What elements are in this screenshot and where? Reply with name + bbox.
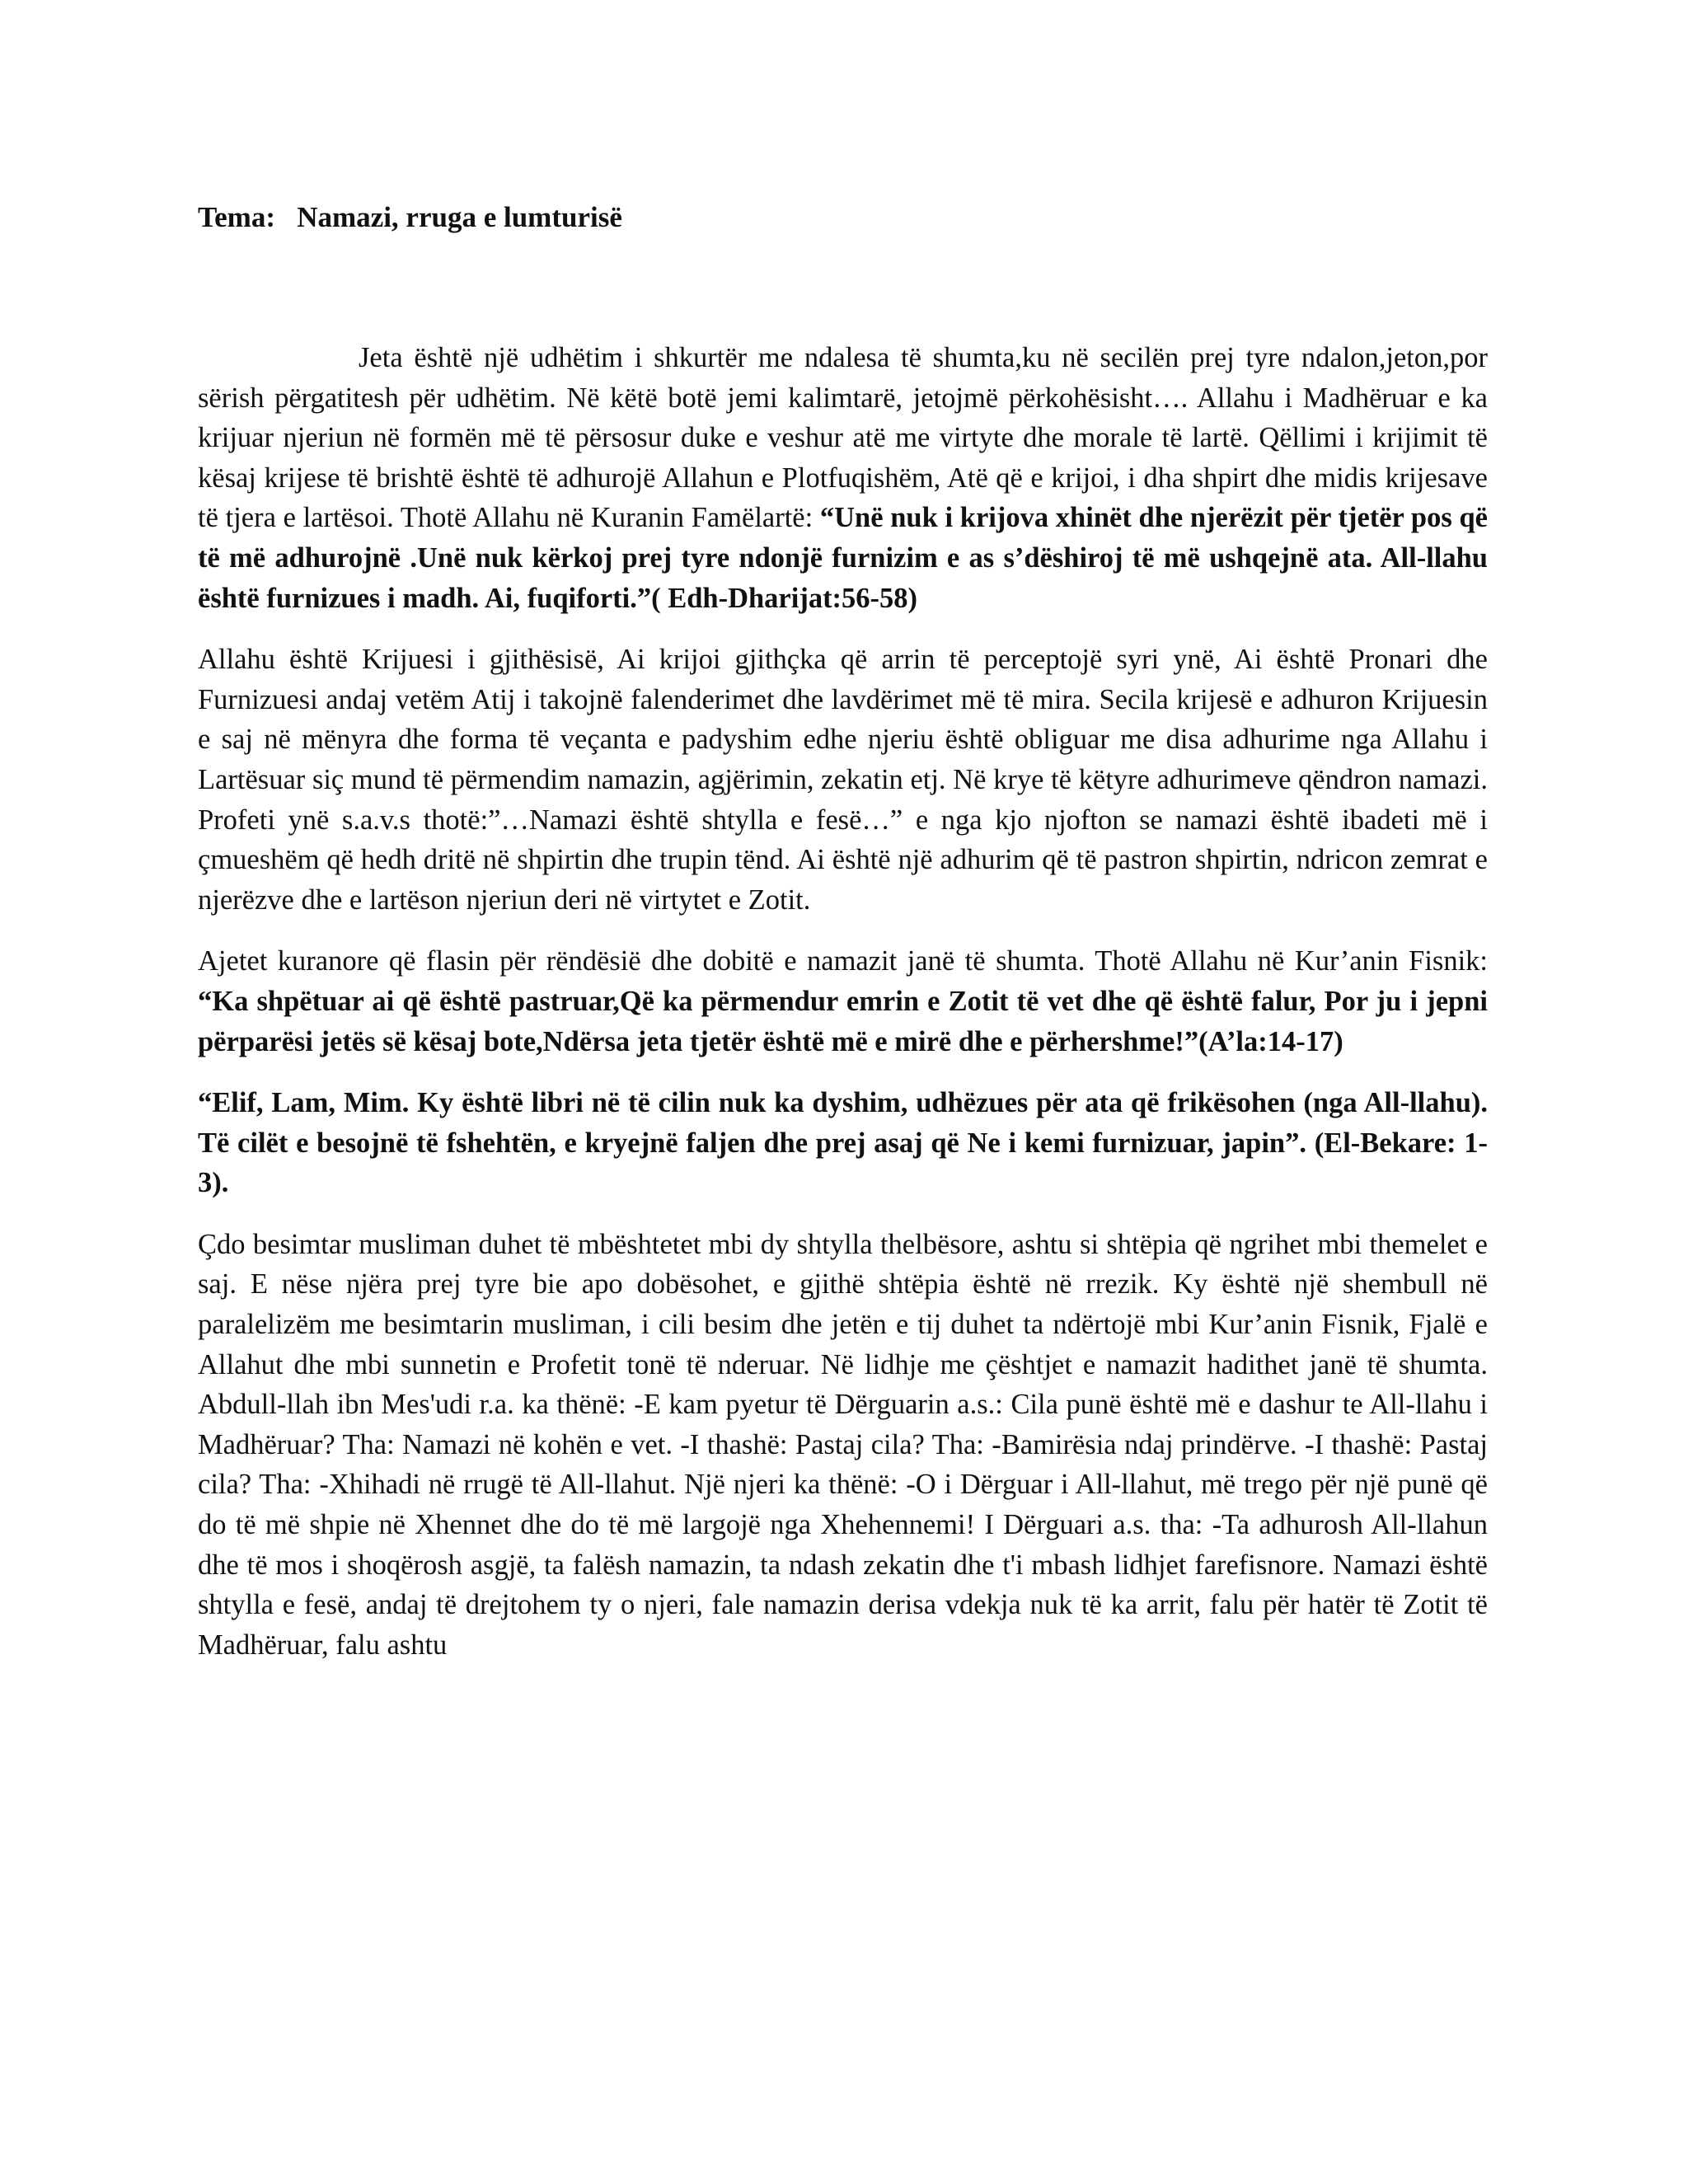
paragraph-1-text: Jeta është një udhëtim i shkurtër me ndalesa të shumta,ku në secilën prej tyre ndalon,jeton,por sërish përgatitesh për udhëtim. Në këtë botë jemi kalimtarë, jetojmë përkohësisht…. Allahu i Madhëruar e ka krijuar njeriun në formën më të përsosur duke e veshur atë me virtyte dhe morale të lartë. Qëllimi i krijimit të kësaj krijese të brishtë është të adhurojë Allahun e Plotfuqishëm, Atë që e krijoi, i dha shpirt dhe midis krijesave të tjera e lartësoi. Thotë Allahu në Kuranin Famëlartë: — [198, 342, 1488, 534]
paragraph-1 — [198, 338, 1488, 618]
paragraph-4 — [198, 1083, 1488, 1203]
paragraph-3-text: Ajetet kuranore që flasin për rëndësië dhe dobitë e namazit janë të shumta. Thotë Allahu në Kur’anin Fisnik: — [198, 945, 1488, 977]
paragraph-1-quote: “Unë nuk i krijova xhinët dhe njerëzit për tjetër pos që të më adhurojnë .Unë nuk kërkoj prej tyre ndonjë furnizim e as s’dëshiroj të më ushqejnë ata. All-llahu është furnizues i madh. Ai, fuqiforti.”( Edh-Dharijat:56-58) — [198, 502, 1488, 614]
document-body — [198, 338, 1488, 1686]
paragraph-2-text: Allahu është Krijuesi i gjithësisë, Ai krijoi gjithçka që arrin të perceptojë syri ynë, Ai është Pronari dhe Furnizuesi andaj vetëm Atij i takojnë falenderimet dhe lavdërimet më të mira. Secila krijesë e adhuron Krijuesin e saj në mënyra dhe forma të veçanta e padyshim edhe njeriu është obliguar me disa adhurime nga Allahu i Lartësuar siç mund të përmendim namazin, agjërimin, zekatin etj. Në krye të këtyre adhurimeve qëndron namazi. Profeti ynë s.a.v.s thotë:”…Namazi është shtylla e fesë…” e nga kjo njofton se namazi është ibadeti më i çmueshëm që hedh dritë në shpirtin dhe trupin tënd. Ai është një adhurim që të pastron shpirtin, ndricon zemrat e njerëzve dhe e lartëson njeriun deri në virtytet e Zotit. — [198, 644, 1488, 916]
paragraph-3 — [198, 941, 1488, 1062]
paragraph-3-quote: “Ka shpëtuar ai që është pastruar,Që ka përmendur emrin e Zotit të vet dhe që është falur, Por ju i jepni përparësi jetës së kësaj bote,Ndërsa jeta tjetër është më e mirë dhe e përhershme!”(A’la:14-17) — [198, 985, 1488, 1057]
document-title: Tema: Namazi, rruga e lumturisë — [198, 201, 622, 233]
paragraph-2 — [198, 640, 1488, 920]
paragraph-4-quote: “Elif, Lam, Mim. Ky është libri në të cilin nuk ka dyshim, udhëzues për ata që frikësohen (nga All-llahu). Të cilët e besojnë të fshehtën, e kryejnë faljen dhe prej asaj që Ne i kemi furnizuar, japin”. (El-Bekare: 1-3). — [198, 1087, 1488, 1199]
paragraph-5 — [198, 1225, 1488, 1666]
paragraph-5-text: Çdo besimtar musliman duhet të mbështetet mbi dy shtylla thelbësore, ashtu si shtëpia që ngrihet mbi themelet e saj. E nëse njëra prej tyre bie apo dobësohet, e gjithë shtëpia është në rrezik. Ky është një shembull në paralelizëm me besimtarin musliman, i cili besim dhe jetën e tij duhet ta ndërtojë mbi Kur’anin Fisnik, Fjalë e Allahut dhe mbi sunnetin e Profetit tonë të nderuar. Në lidhje me çështjet e namazit hadithet janë të shumta. Abdull-llah ibn Mes'udi r.a. ka thënë: -E kam pyetur të Dërguarin a.s.: Cila punë është më e dashur te All-llahu i Madhëruar? Tha: Namazi në kohën e vet. -I thashë: Pastaj cila? Tha: -Bamirësia ndaj prindërve. -I thashë: Pastaj cila? Tha: -Xhihadi në rrugë të All-llahut. Një njeri ka thënë: -O i Dërguar i All-llahut, më trego për një punë që do të më shpie në Xhennet dhe do të më largojë nga Xhehennemi! I Dërguari a.s. tha: -Ta adhurosh All-llahun dhe të mos i shoqërosh asgjë, ta falësh namazin, ta ndash zekatin dhe t'i mbash lidhjet farefisnore. Namazi është shtylla e fesë, andaj të drejtohem ty o njeri, fale namazin derisa vdekja nuk të ka arrit, falu për hatër të Zotit të Madhëruar, falu ashtu — [198, 1228, 1488, 1661]
